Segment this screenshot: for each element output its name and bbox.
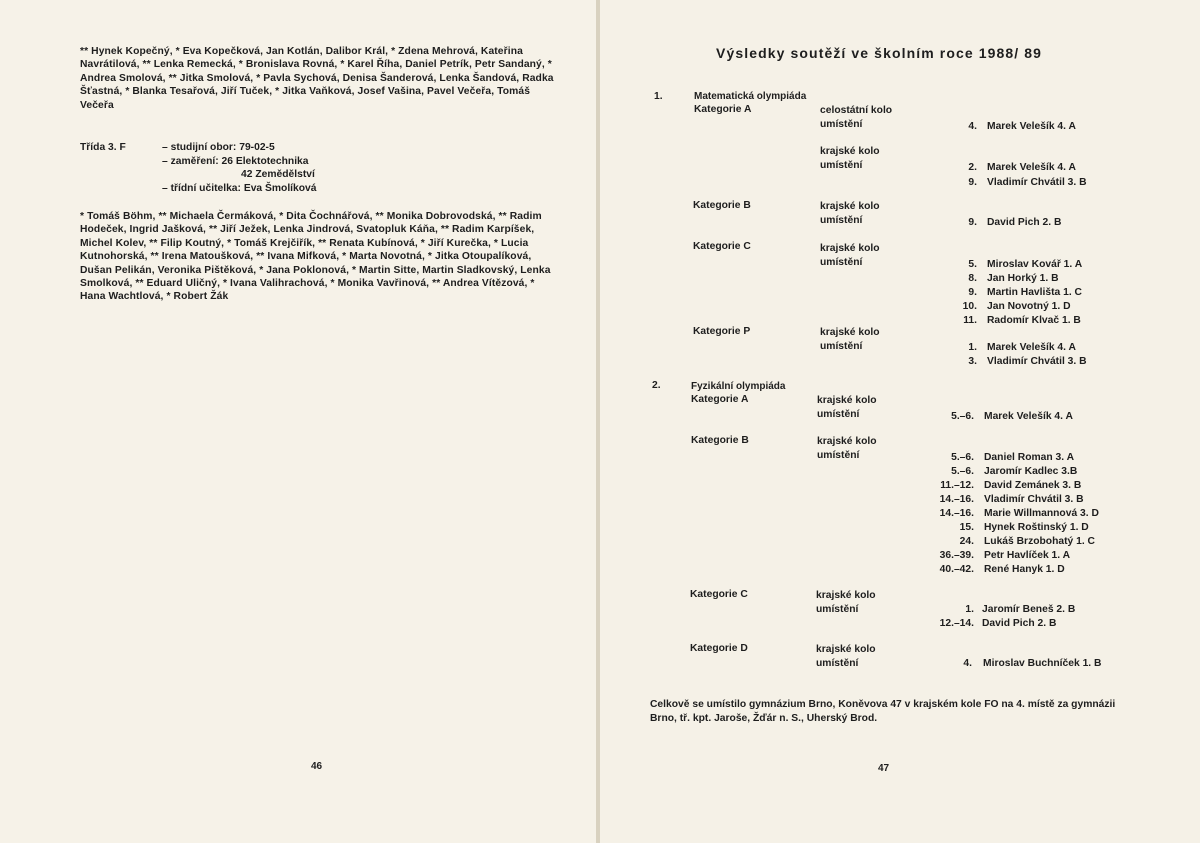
rank: 3. bbox=[968, 356, 977, 367]
rank: 9. bbox=[968, 287, 977, 298]
rank: 14.–16. bbox=[939, 494, 974, 505]
winner-name: Lukáš Brzobohatý 1. C bbox=[984, 536, 1095, 547]
physics-c-round: krajské kolo bbox=[816, 590, 876, 601]
winner-name: David Zemánek 3. B bbox=[984, 480, 1082, 491]
winner-name: Jaromír Beneš 2. B bbox=[982, 604, 1076, 615]
rank: 1. bbox=[968, 342, 977, 353]
class-info bbox=[80, 141, 317, 195]
winner-name: Miroslav Kovář 1. A bbox=[987, 259, 1083, 270]
section-1-name: Matematická olympiáda bbox=[694, 91, 807, 102]
rank: 9. bbox=[968, 217, 977, 228]
section-1-number: 1. bbox=[654, 91, 663, 102]
left-page bbox=[0, 0, 596, 843]
physics-d-placement: umístění bbox=[816, 658, 859, 669]
class-teacher: – třídní učitelka: Eva Šmolíková bbox=[162, 182, 317, 194]
physics-a-placement: umístění bbox=[817, 409, 860, 420]
physics-category-b: Kategorie B bbox=[691, 435, 749, 446]
class-label: Třída 3. F bbox=[80, 142, 126, 153]
math-b-round: krajské kolo bbox=[820, 201, 880, 212]
winner-name: Miroslav Buchníček 1. B bbox=[983, 658, 1102, 669]
physics-d-round: krajské kolo bbox=[816, 644, 876, 655]
winner-name: Marie Willmannová 3. D bbox=[984, 508, 1099, 519]
rank: 5.–6. bbox=[951, 466, 974, 477]
winner-name: Marek Velešík 4. A bbox=[984, 411, 1073, 422]
math-a-round-regional: krajské kolo bbox=[820, 146, 880, 157]
rank: 11.–12. bbox=[940, 480, 974, 491]
class-focus-2: 42 Zemědělství bbox=[241, 169, 315, 180]
math-category-b: Kategorie B bbox=[693, 200, 751, 211]
winner-name: Marek Velešík 4. A bbox=[987, 162, 1076, 173]
rank: 12.–14. bbox=[939, 618, 974, 629]
rank: 5.–6. bbox=[951, 452, 974, 463]
rank: 14.–16. bbox=[939, 508, 974, 519]
rank: 24. bbox=[959, 536, 974, 547]
results-title: Výsledky soutěží ve školním roce 1988/ 89 bbox=[716, 45, 1043, 61]
physics-c-placement: umístění bbox=[816, 604, 859, 615]
math-p-placement: umístění bbox=[820, 341, 863, 352]
physics-b-round: krajské kolo bbox=[817, 436, 877, 447]
physics-category-c: Kategorie C bbox=[690, 589, 748, 600]
winner-name: Vladimír Chvátil 3. B bbox=[987, 356, 1087, 367]
winner-name: Marek Velešík 4. A bbox=[987, 121, 1076, 132]
physics-a-round: krajské kolo bbox=[817, 395, 877, 406]
page-number-right: 47 bbox=[878, 763, 890, 774]
rank: 9. bbox=[968, 177, 977, 188]
winner-name: René Hanyk 1. D bbox=[984, 564, 1065, 575]
rank: 36.–39. bbox=[939, 550, 974, 561]
rank: 5. bbox=[968, 259, 977, 270]
rank: 4. bbox=[963, 658, 972, 669]
math-category-c: Kategorie C bbox=[693, 241, 751, 252]
math-a-placement-2: umístění bbox=[820, 160, 863, 171]
math-c-round: krajské kolo bbox=[820, 243, 880, 254]
math-category-a: Kategorie A bbox=[694, 104, 752, 115]
student-list-paragraph-1: ** Hynek Kopečný, * Eva Kopečková, Jan Kotlán, Dalibor Král, * Zdena Mehrová, Kateřina Navrátilová, ** Lenka Remecká, * Bronislava Rovná, * Karel Říha, Daniel Petrík, Petr Sandaný, * Andrea Smolová, ** Jitka Smolová, * Pavla Sychová, Denisa Šanderová, Lenka Šandová, Radka Šťastná, * Blanka Tesařová, Jiří Tuček, * Jitka Vaňková, Josef Vašina, Pavel Večeřa, Tomáš Večeřa bbox=[80, 46, 554, 111]
class-focus: – zaměření: 26 Elektotechnika bbox=[162, 155, 309, 167]
rank: 8. bbox=[968, 273, 977, 284]
winner-name: David Pich 2. B bbox=[982, 618, 1057, 629]
winner-name: Jan Horký 1. B bbox=[987, 273, 1059, 284]
winner-name: Martin Havlišta 1. C bbox=[987, 287, 1082, 298]
winner-name: Daniel Roman 3. A bbox=[984, 452, 1075, 463]
section-2-number: 2. bbox=[652, 380, 661, 391]
winner-name: Marek Velešík 4. A bbox=[987, 342, 1076, 353]
math-c-placement: umístění bbox=[820, 257, 863, 268]
rank: 2. bbox=[968, 162, 977, 173]
rank: 40.–42. bbox=[939, 564, 974, 575]
class-field: – studijní obor: 79-02-5 bbox=[162, 142, 275, 153]
rank: 10. bbox=[962, 301, 977, 312]
section-2-name: Fyzikální olympiáda bbox=[691, 381, 786, 392]
physics-b-placement: umístění bbox=[817, 450, 860, 461]
student-list-paragraph-2: * Tomáš Böhm, ** Michaela Čermáková, * Dita Čochnářová, ** Monika Dobrovodská, ** Radim Hodeček, Ingrid Jašková, ** Jiří Ježek, Lenka Jindrová, Svatopluk Káňa, ** Radim Karpíšek, Michel Kolev, ** Filip Koutný, * Tomáš Krejčiřík, ** Renata Kubínová, * Jiří Kurečka, * Lucia Kutnohorská, ** Irena Matoušková, ** Ivana Mifková, * Marta Novotná, * Jitka Otoupalíková, Dušan Pelikán, Veronika Pištěková, * Jana Poklonová, * Martin Sitte, Martin Sladkovský, Lenka Smolková, ** Eduard Uličný, * Ivana Valihrachová, * Monika Vavřinová, ** Andrea Vítězová, * Hana Wachtlová, * Robert Žák bbox=[80, 211, 551, 303]
rank: 4. bbox=[968, 121, 977, 132]
winner-name: Vladimír Chvátil 3. B bbox=[984, 494, 1084, 505]
math-b-placement: umístění bbox=[820, 215, 863, 226]
winner-name: Petr Havlíček 1. A bbox=[984, 550, 1071, 561]
math-a-placement: umístění bbox=[820, 119, 863, 130]
physics-category-d: Kategorie D bbox=[690, 643, 748, 654]
rank: 5.–6. bbox=[951, 411, 974, 422]
math-p-round: krajské kolo bbox=[820, 327, 880, 338]
winner-name: Jaromír Kadlec 3.B bbox=[984, 466, 1078, 477]
winner-name: David Pich 2. B bbox=[987, 217, 1062, 228]
rank: 15. bbox=[959, 522, 974, 533]
summary-note: Celkově se umístilo gymnázium Brno, Koněvova 47 v krajském kole FO na 4. místě za gymnázii Brno, tř. kpt. Jaroše, Žďár n. S., Uherský Brod. bbox=[650, 699, 1116, 724]
math-category-p: Kategorie P bbox=[693, 326, 751, 337]
winner-name: Jan Novotný 1. D bbox=[987, 301, 1071, 312]
math-a-round-national: celostátní kolo bbox=[820, 105, 893, 116]
winner-name: Radomír Klvač 1. B bbox=[987, 315, 1081, 326]
winner-name: Hynek Roštinský 1. D bbox=[984, 522, 1089, 533]
physics-category-a: Kategorie A bbox=[691, 394, 749, 405]
winner-name: Vladimír Chvátil 3. B bbox=[987, 177, 1087, 188]
rank: 1. bbox=[965, 604, 974, 615]
rank: 11. bbox=[963, 315, 977, 326]
page-number-left: 46 bbox=[311, 761, 323, 772]
